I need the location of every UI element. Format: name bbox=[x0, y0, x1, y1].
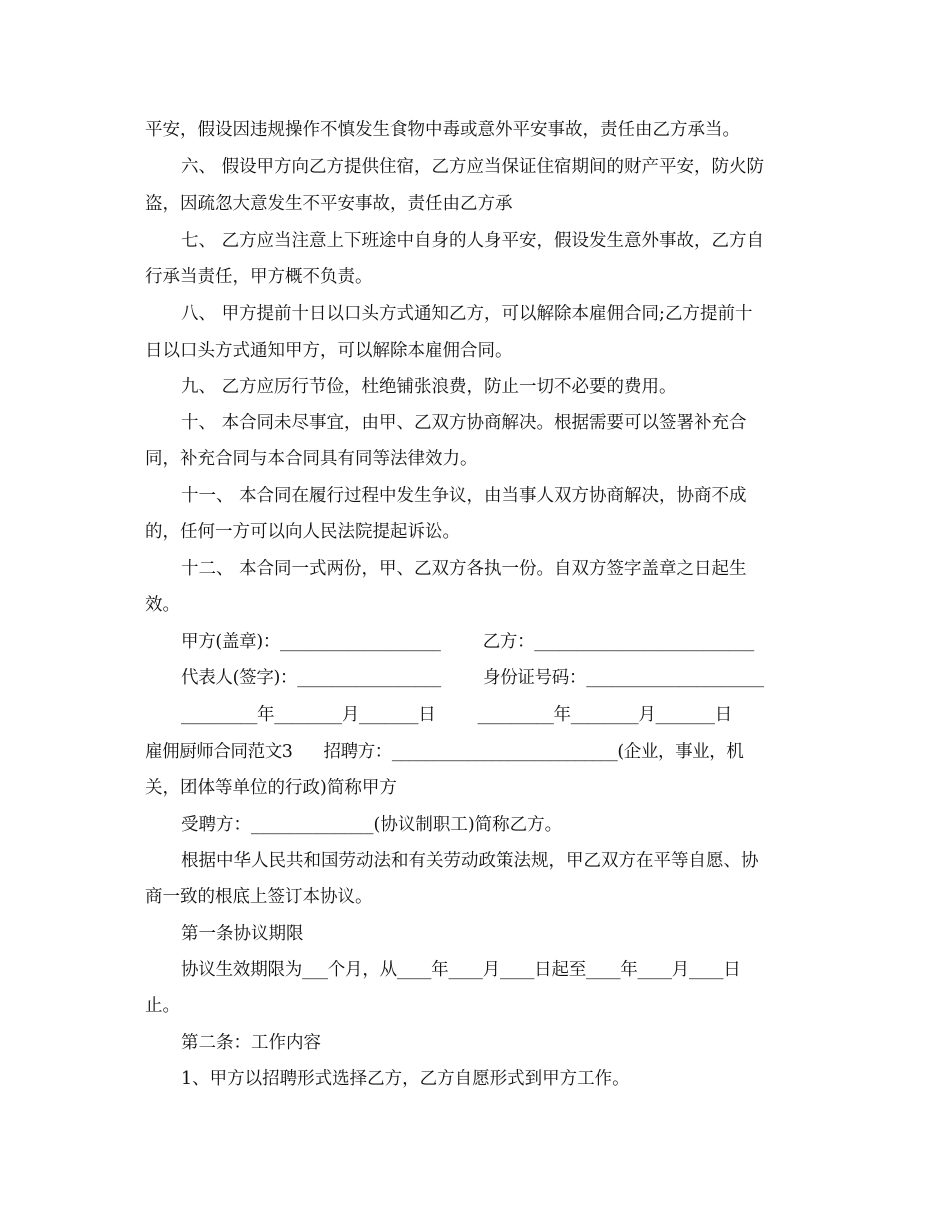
paragraph-line: 平安，假设因违规操作不慎发生食物中毒或意外平安事故，责任由乙方承当。 bbox=[145, 120, 740, 140]
paragraph-line: 根据中华人民共和国劳动法和有关劳动政策法规，甲乙双方在平等自愿、协 bbox=[181, 851, 759, 871]
article-heading: 第二条：工作内容 bbox=[181, 1033, 321, 1053]
paragraph-line: 八、 甲方提前十日以口头方式通知乙方，可以解除本雇佣合同;乙方提前十 bbox=[181, 304, 753, 324]
section-heading-line: 雇佣厨师合同范文3 招聘方：___________________________(企业，事业，机 bbox=[145, 742, 744, 762]
paragraph-line: 七、 乙方应当注意上下班途中自身的人身平安，假设发生意外事故，乙方自 bbox=[181, 231, 765, 251]
paragraph-line: 止。 bbox=[145, 996, 180, 1016]
paragraph-line: 行承当责任，甲方概不负责。 bbox=[145, 267, 373, 287]
paragraph-line: 盗，因疏忽大意发生不平安事故，责任由乙方承 bbox=[145, 194, 513, 214]
paragraph-line: 效。 bbox=[145, 595, 180, 615]
paragraph-line: 十一、 本合同在履行过程中发生争议，由当事人双方协商解决，协商不成 bbox=[181, 486, 747, 506]
paragraph-line: 十二、 本合同一式两份，甲、乙双方各执一份。自双方签字盖章之日起生 bbox=[181, 559, 747, 579]
paragraph-line: 1、甲方以招聘形式选择乙方，乙方自愿形式到甲方工作。 bbox=[181, 1069, 630, 1089]
paragraph-line: 的，任何一方可以向人民法院提起诉讼。 bbox=[145, 522, 460, 542]
signature-party-line: 甲方(盖章)：___________________ 乙方：__________________________ bbox=[181, 632, 755, 652]
signature-date-line: _________年________月_______日 _________年________月_______日 bbox=[181, 705, 732, 725]
signature-representative-line: 代表人(签字)：_________________ 身份证号码：_____________________ bbox=[181, 668, 764, 688]
paragraph-line: 关，团体等单位的行政)简称甲方 bbox=[145, 778, 397, 798]
paragraph-line: 同，补充合同与本合同具有同等法律效力。 bbox=[145, 449, 478, 469]
paragraph-line: 受聘方：______________(协议制职工)简称乙方。 bbox=[181, 815, 563, 835]
paragraph-line: 六、 假设甲方向乙方提供住宿，乙方应当保证住宿期间的财产平安，防火防 bbox=[181, 157, 765, 177]
paragraph-line: 九、 乙方应厉行节俭，杜绝铺张浪费，防止一切不必要的费用。 bbox=[181, 377, 677, 397]
article-heading: 第一条协议期限 bbox=[181, 924, 304, 944]
paragraph-line: 十、 本合同未尽事宜，由甲、乙双方协商解决。根据需要可以签署补充合 bbox=[181, 413, 747, 433]
paragraph-line: 日以口头方式通知甲方，可以解除本雇佣合同。 bbox=[145, 341, 513, 361]
paragraph-line: 协议生效期限为___个月，从____年____月____日起至____年____月____日 bbox=[181, 960, 741, 980]
paragraph-line: 商一致的根底上签订本协议。 bbox=[145, 887, 373, 907]
